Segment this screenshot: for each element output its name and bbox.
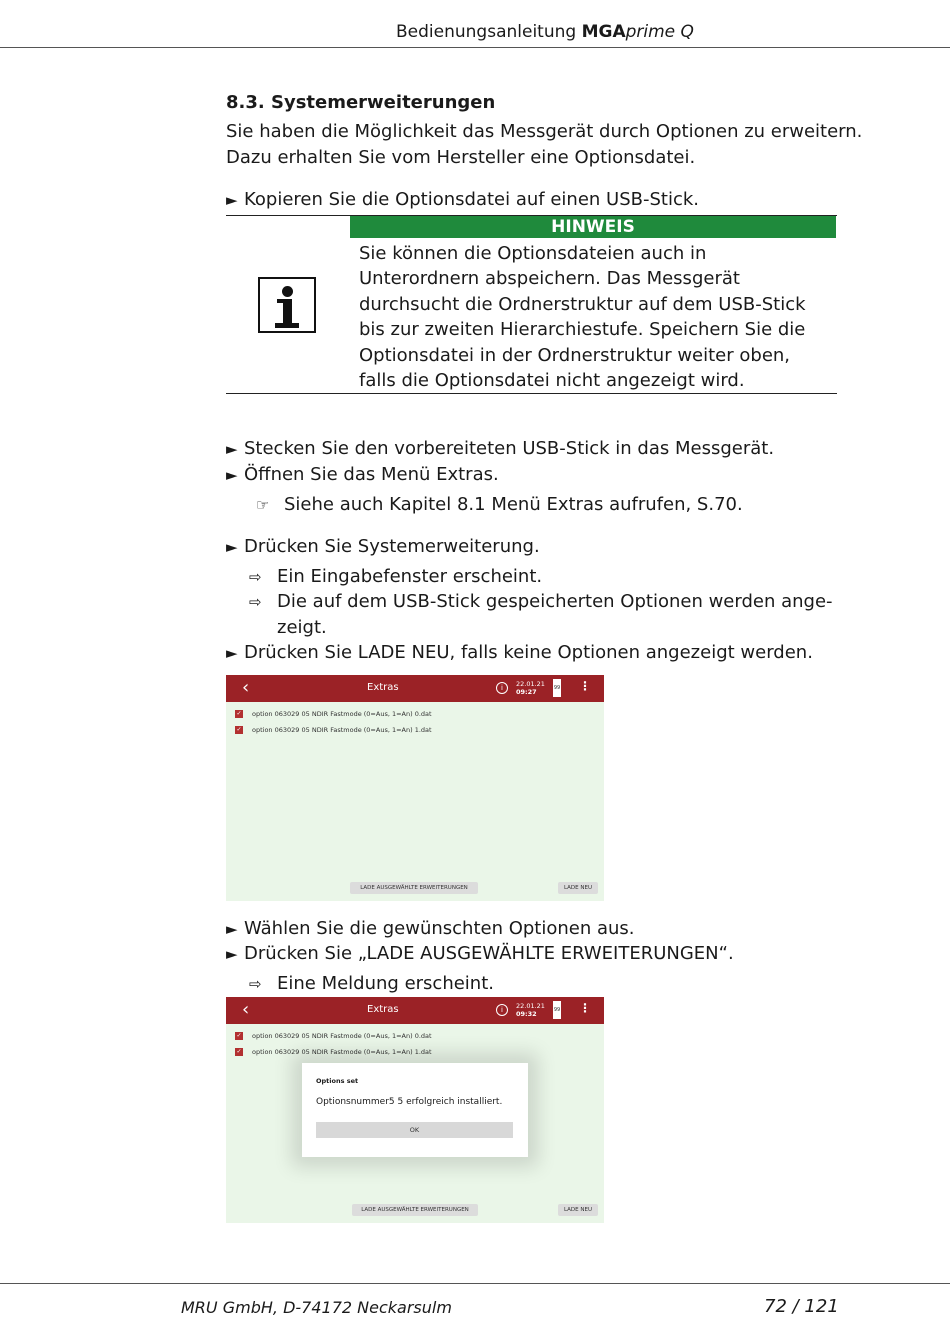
- hint-label: HINWEIS: [350, 216, 836, 238]
- checkbox-checked-icon[interactable]: ✓: [236, 1032, 242, 1039]
- page-number: 72 / 121: [764, 1296, 839, 1317]
- header-brand: MGA: [581, 22, 626, 42]
- screen-title: Extras: [367, 1004, 399, 1015]
- screen-title: Extras: [367, 682, 399, 693]
- more-vert-icon[interactable]: ⋮: [579, 1001, 591, 1015]
- checkbox-checked-icon[interactable]: ✓: [236, 1048, 242, 1055]
- header-rule: [0, 47, 950, 48]
- ok-button[interactable]: OK: [316, 1122, 513, 1138]
- hint-text: Sie können die Optionsdateien auch in Unterordnern abspeichern. Das Messgerät durchsucht die Ordnerstruktur auf dem USB-Stick bis zur zweiten Hierarchiestufe. Speichern Sie die Optionsdatei in der Ordnerstruktur weiter oben, falls die Optionsdatei nicht angezeigt wird.: [359, 243, 806, 392]
- checkbox-checked-icon[interactable]: ✓: [236, 710, 242, 717]
- section-title: 8.3. Systemerweiterungen: [226, 92, 496, 113]
- step-text: Stecken Sie den vorbereiteten USB-Stick in das Messgerät.: [244, 438, 775, 459]
- option-item[interactable]: [235, 1048, 432, 1056]
- result-message: [249, 973, 494, 994]
- black-right-triangle-icon: ►: [226, 466, 238, 484]
- result-text: Eine Meldung erscheint.: [277, 973, 494, 994]
- load-selected-button[interactable]: LADE AUSGEWÄHLTE ERWEITERUNGEN: [352, 1204, 478, 1216]
- option-item[interactable]: [235, 726, 432, 734]
- checkbox-checked-icon[interactable]: ✓: [236, 726, 242, 733]
- battery-icon: 99: [553, 679, 561, 697]
- outline-arrow-icon: ⇨: [249, 593, 262, 611]
- intro-line-2: Dazu erhalten Sie vom Hersteller eine Optionsdatei.: [226, 147, 696, 168]
- result-2: [249, 591, 833, 612]
- reference-note: [256, 494, 743, 515]
- date: 22.01.21: [516, 1002, 545, 1010]
- option-label: option 063029 05 NDIR Fastmode (0=Aus, 1=An) 0.dat: [252, 710, 432, 718]
- dialog-message: Optionsnummer5 5 erfolgreich installiert.: [316, 1097, 503, 1107]
- black-right-triangle-icon: ►: [226, 440, 238, 458]
- black-right-triangle-icon: ►: [226, 920, 238, 938]
- reload-button[interactable]: LADE NEU: [558, 882, 598, 894]
- step-load-selected: [226, 943, 734, 964]
- step-text: Drücken Sie Systemerweiterung.: [244, 536, 540, 557]
- option-label: option 063029 05 NDIR Fastmode (0=Aus, 1=An) 1.dat: [252, 726, 432, 734]
- step-text: Drücken Sie LADE NEU, falls keine Optionen angezeigt werden.: [244, 642, 813, 663]
- running-header: [396, 22, 694, 42]
- outline-arrow-icon: ⇨: [249, 975, 262, 993]
- app-topbar: [226, 997, 604, 1024]
- step-text: Kopieren Sie die Optionsdatei auf einen USB-Stick.: [244, 189, 699, 210]
- app-topbar: [226, 675, 604, 702]
- options-set-dialog: [302, 1063, 528, 1157]
- datetime: [516, 1002, 545, 1018]
- load-selected-button[interactable]: LADE AUSGEWÄHLTE ERWEITERUNGEN: [350, 882, 478, 894]
- black-right-triangle-icon: ►: [226, 191, 238, 209]
- result-text: Die auf dem USB-Stick gespeicherten Optionen werden ange-: [277, 591, 833, 612]
- battery-icon: 99: [553, 1001, 561, 1019]
- step-text: Öffnen Sie das Menü Extras.: [244, 464, 499, 485]
- step-select-options: [226, 918, 635, 939]
- option-item[interactable]: [235, 1032, 432, 1040]
- outline-arrow-icon: ⇨: [249, 568, 262, 586]
- header-prefix: Bedienungsanleitung: [396, 22, 582, 42]
- more-vert-icon[interactable]: ⋮: [579, 679, 591, 693]
- hint-bottom-rule: [226, 393, 837, 394]
- step-text: Drücken Sie „LADE AUSGEWÄHLTE ERWEITERUNGEN“.: [244, 943, 734, 964]
- step-copy-file: [226, 189, 699, 210]
- black-right-triangle-icon: ►: [226, 644, 238, 662]
- footer-company: MRU GmbH, D-74172 Neckarsulm: [181, 1298, 452, 1317]
- intro-line-1: Sie haben die Möglichkeit das Messgerät durch Optionen zu erweitern.: [226, 121, 863, 142]
- step-press-extension: [226, 536, 540, 557]
- result-text: Ein Eingabefenster erscheint.: [277, 566, 543, 587]
- step-open-menu: [226, 464, 499, 485]
- back-arrow-icon[interactable]: ‹: [242, 999, 250, 1020]
- time: 09:27: [516, 688, 537, 696]
- reload-button[interactable]: LADE NEU: [558, 1204, 598, 1216]
- option-label: option 063029 05 NDIR Fastmode (0=Aus, 1=An) 0.dat: [252, 1032, 432, 1040]
- info-circle-icon[interactable]: i: [496, 682, 508, 694]
- screenshot-options-installed: [226, 997, 604, 1223]
- step-text: Wählen Sie die gewünschten Optionen aus.: [244, 918, 635, 939]
- back-arrow-icon[interactable]: ‹: [242, 677, 250, 698]
- option-label: option 063029 05 NDIR Fastmode (0=Aus, 1=An) 1.dat: [252, 1048, 432, 1056]
- info-circle-icon[interactable]: i: [496, 1004, 508, 1016]
- date: 22.01.21: [516, 680, 545, 688]
- datetime: [516, 680, 545, 696]
- info-icon: [258, 277, 316, 333]
- time: 09:32: [516, 1010, 537, 1018]
- black-right-triangle-icon: ►: [226, 945, 238, 963]
- reference-text: Siehe auch Kapitel 8.1 Menü Extras aufrufen, S.70.: [284, 494, 743, 515]
- header-model: prime Q: [625, 22, 694, 42]
- step-reload: [226, 642, 813, 663]
- footer-rule: [0, 1283, 950, 1284]
- option-item[interactable]: [235, 710, 432, 718]
- result-2-cont: zeigt.: [277, 617, 327, 638]
- black-right-triangle-icon: ►: [226, 538, 238, 556]
- pointing-hand-icon: ☞: [256, 496, 270, 514]
- screenshot-extras-options: [226, 675, 604, 901]
- dialog-title: Options set: [316, 1077, 359, 1085]
- result-1: [249, 566, 542, 587]
- step-insert-usb: [226, 438, 774, 459]
